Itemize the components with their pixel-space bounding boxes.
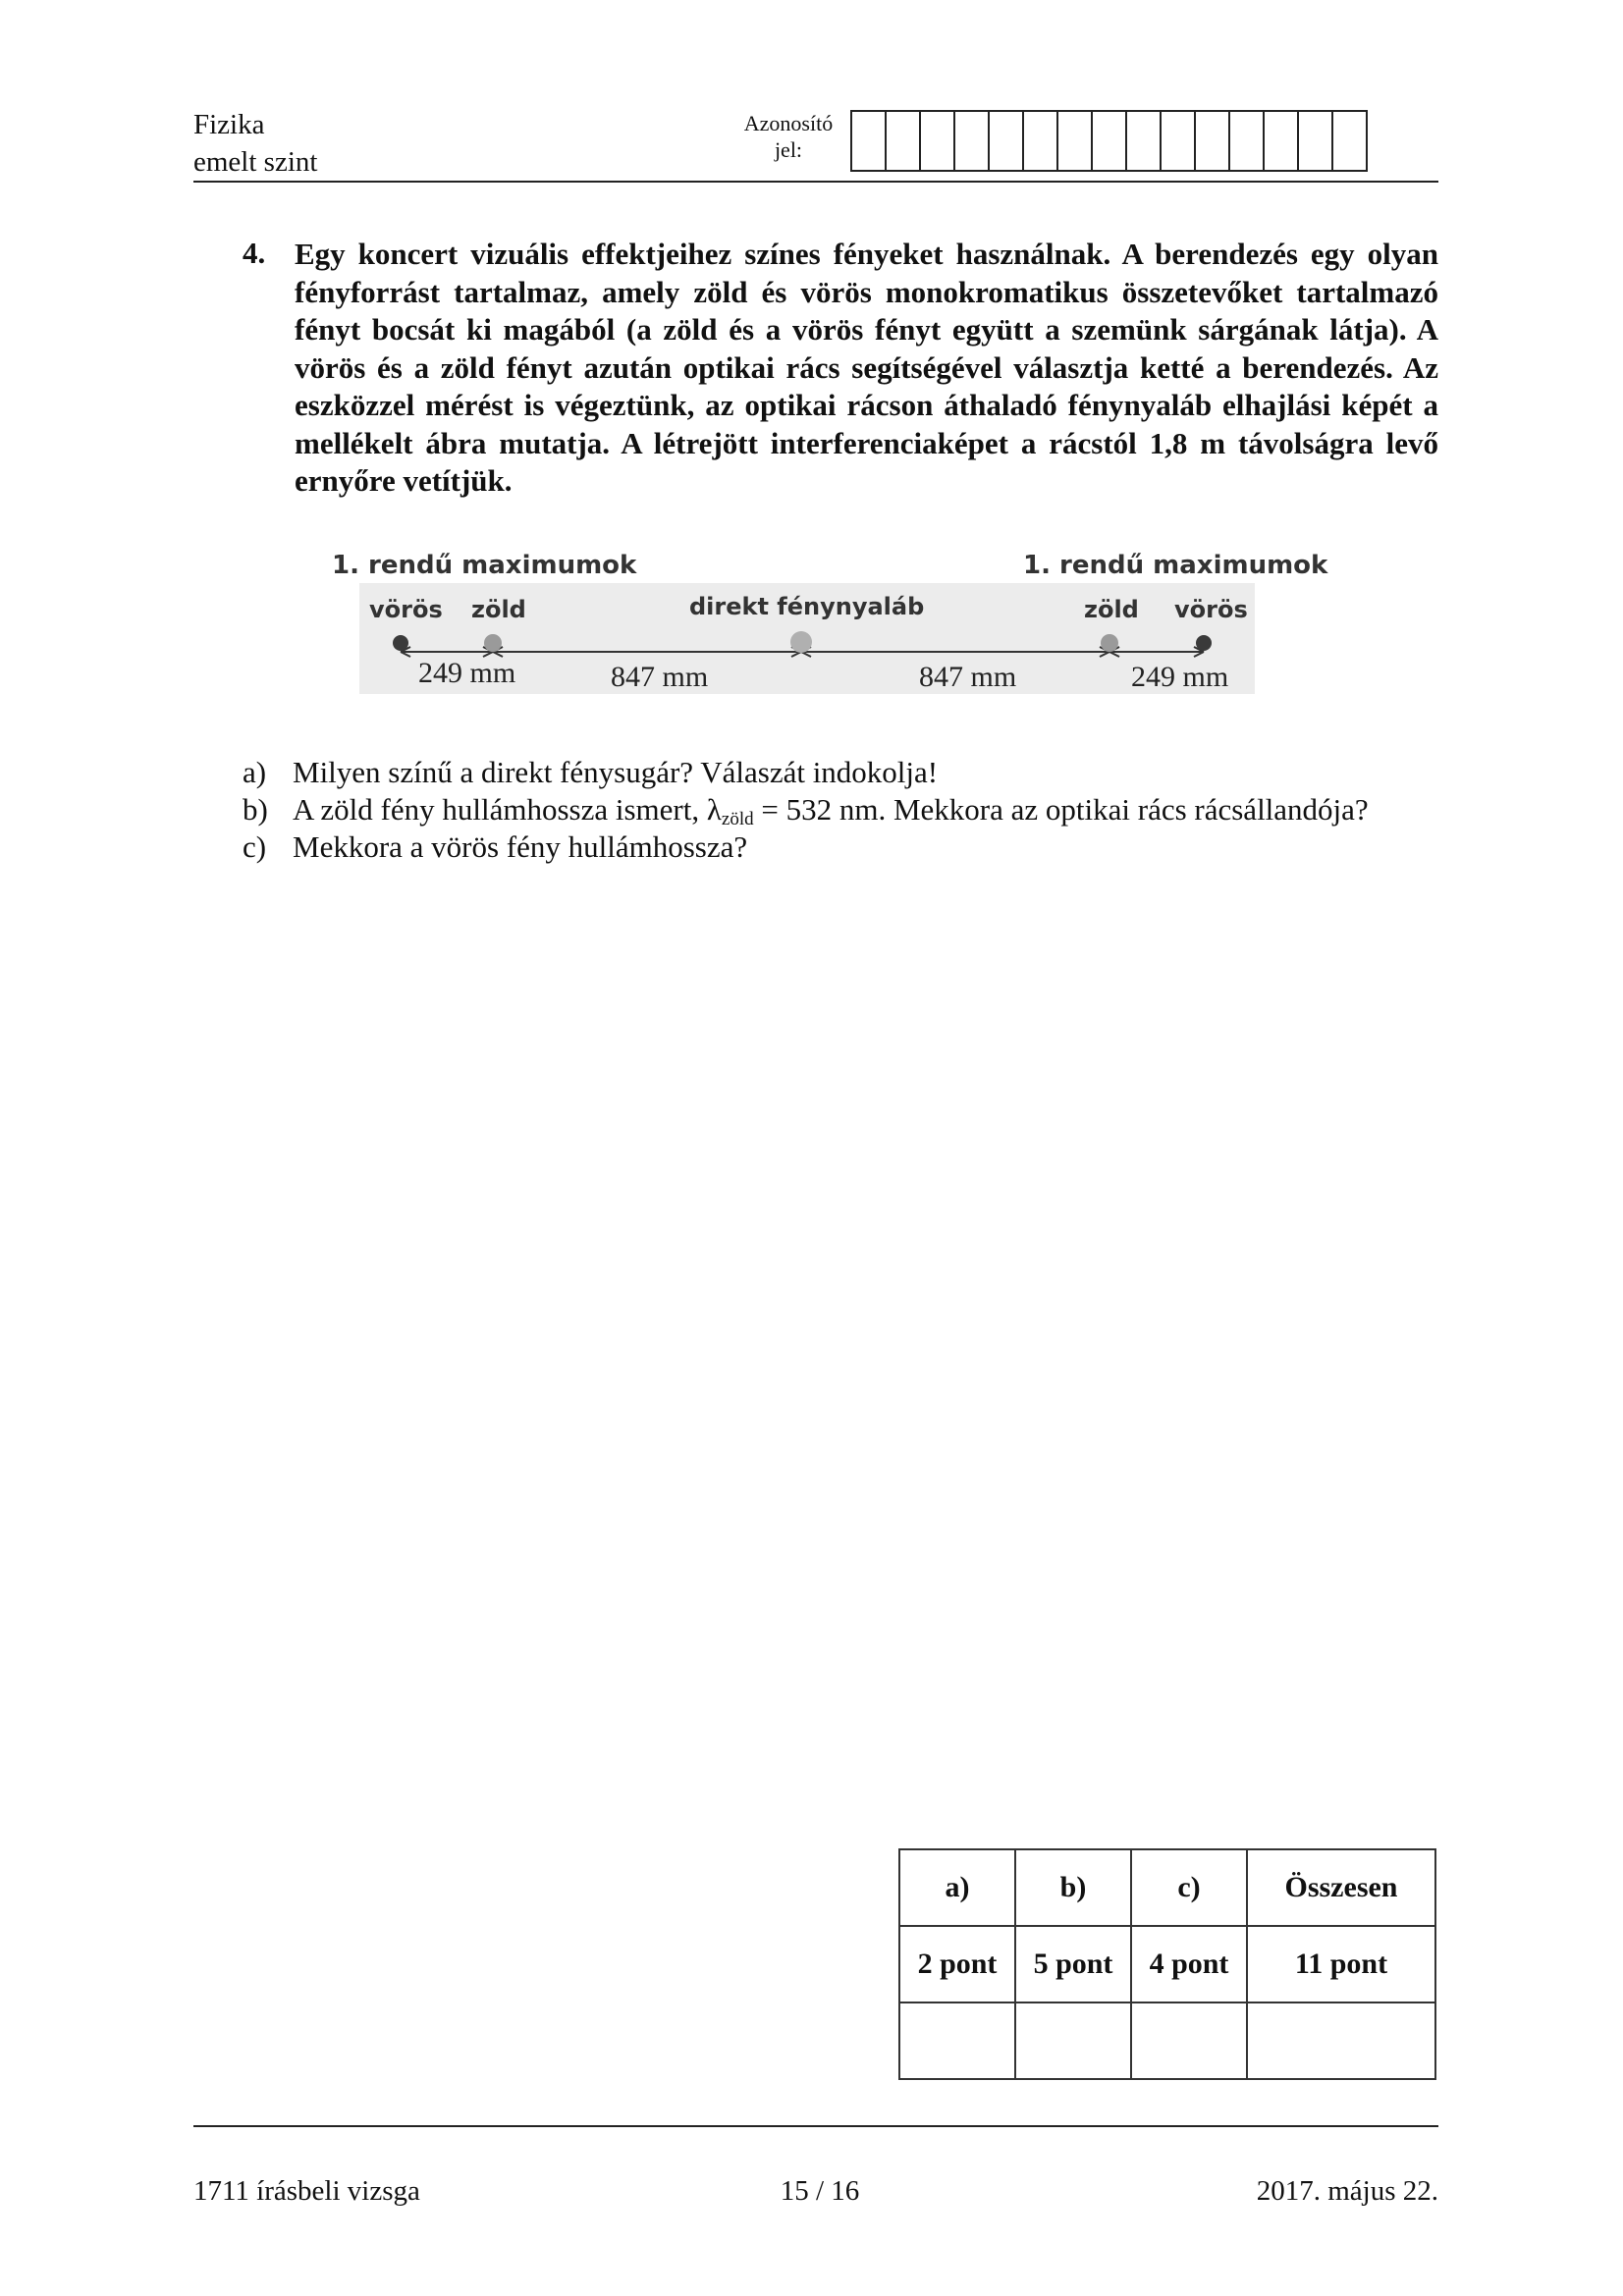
score-points-c: 4 pont [1131, 1926, 1247, 2002]
score-header-c: c) [1131, 1849, 1247, 1926]
score-header-b: b) [1015, 1849, 1131, 1926]
score-header-row [899, 1849, 1435, 1926]
subquestion-a [243, 754, 1450, 791]
footer-divider [193, 2125, 1438, 2127]
left-heading: 1. rendű maximumok [332, 551, 637, 580]
left-green-dot [484, 634, 502, 652]
id-box[interactable] [885, 110, 921, 172]
id-box[interactable] [1297, 110, 1333, 172]
id-box[interactable] [1022, 110, 1058, 172]
id-box[interactable] [850, 110, 887, 172]
subject-title: Fizika [193, 109, 265, 140]
score-points-b: 5 pont [1015, 1926, 1131, 2002]
left-green-label: zöld [471, 596, 526, 623]
right-green-dot [1101, 634, 1118, 652]
dist-right-outer: 249 mm [1131, 661, 1229, 693]
id-box[interactable] [1331, 110, 1368, 172]
left-red-dot [393, 635, 408, 651]
subquestion-b-text-before: A zöld fény hullámhossza ismert, λ [293, 792, 722, 827]
right-red-label: vörös [1174, 596, 1248, 623]
dist-left-inner: 847 mm [611, 661, 709, 693]
id-boxes[interactable] [852, 110, 1368, 172]
dist-right-inner: 847 mm [919, 661, 1017, 693]
page-number: 15 / 16 [780, 2175, 860, 2207]
subquestion-a-label: a) [243, 755, 267, 789]
subject-level: emelt szint [193, 146, 318, 178]
exam-date: 2017. május 22. [1256, 2175, 1438, 2207]
right-green-label: zöld [1084, 596, 1139, 623]
dist-left-outer: 249 mm [418, 657, 516, 689]
subquestion-c [243, 828, 1450, 866]
subquestion-c-text: Mekkora a vörös fény hullámhossza? [293, 829, 748, 864]
lambda-subscript: zöld [721, 809, 754, 829]
id-label-line1: Azonosító [743, 111, 834, 135]
score-header-a: a) [899, 1849, 1015, 1926]
score-earned-c[interactable] [1131, 2002, 1247, 2079]
subquestion-a-text: Milyen színű a direkt fénysugár? Válaszát indokolja! [293, 755, 939, 789]
header-divider [193, 181, 1438, 183]
center-label: direkt fénynyaláb [689, 593, 925, 620]
id-box[interactable] [1160, 110, 1196, 172]
id-box[interactable] [988, 110, 1024, 172]
id-box[interactable] [1263, 110, 1299, 172]
subquestion-b-label: b) [243, 792, 268, 827]
right-heading: 1. rendű maximumok [1023, 551, 1328, 580]
id-box[interactable] [919, 110, 955, 172]
score-points-a: 2 pont [899, 1926, 1015, 2002]
id-box[interactable] [1091, 110, 1127, 172]
subquestion-b-text-after: = 532 nm. Mekkora az optikai rács rácsállandója? [753, 792, 1369, 827]
id-box[interactable] [953, 110, 990, 172]
subquestion-c-label: c) [243, 829, 267, 864]
score-header-total: Összesen [1247, 1849, 1435, 1926]
score-points-row [899, 1926, 1435, 2002]
id-label [734, 110, 842, 163]
problem-number: 4. [243, 236, 266, 270]
right-red-dot [1196, 635, 1212, 651]
id-box[interactable] [1056, 110, 1093, 172]
exam-code: 1711 írásbeli vizsga [193, 2175, 420, 2207]
score-earned-row [899, 2002, 1435, 2079]
score-earned-b[interactable] [1015, 2002, 1131, 2079]
diffraction-diagram [324, 542, 1328, 694]
id-box[interactable] [1228, 110, 1265, 172]
center-dot [790, 631, 812, 653]
score-table [898, 1848, 1436, 2080]
subject-header [193, 106, 317, 181]
id-label-line2: jel: [774, 137, 803, 162]
score-points-total: 11 pont [1247, 1926, 1435, 2002]
score-earned-a[interactable] [899, 2002, 1015, 2079]
score-earned-total[interactable] [1247, 2002, 1435, 2079]
id-box[interactable] [1194, 110, 1230, 172]
diffraction-svg [324, 542, 1328, 694]
left-red-label: vörös [369, 596, 443, 623]
problem-text: Egy koncert vizuális effektjeihez színes fényeket használnak. A berendezés egy olyan fényforrást tartalmaz, amely zöld és vörös monokromatikus összetevőket tartalmazó fényt bocsát ki magából (a zöld és a vörös fényt együtt a szemünk sárgának látja). A vörös és a zöld fényt azután optikai rács segítségével választja ketté a berendezés. Az eszközzel mérést is végeztünk, az optikai rácson áthaladó fénynyaláb elhajlási képét a mellékelt ábra mutatja. A létrejött interferenciaképet a rácstól 1,8 m távolságra levő ernyőre vetítjük. [295, 237, 1438, 498]
id-box[interactable] [1125, 110, 1162, 172]
